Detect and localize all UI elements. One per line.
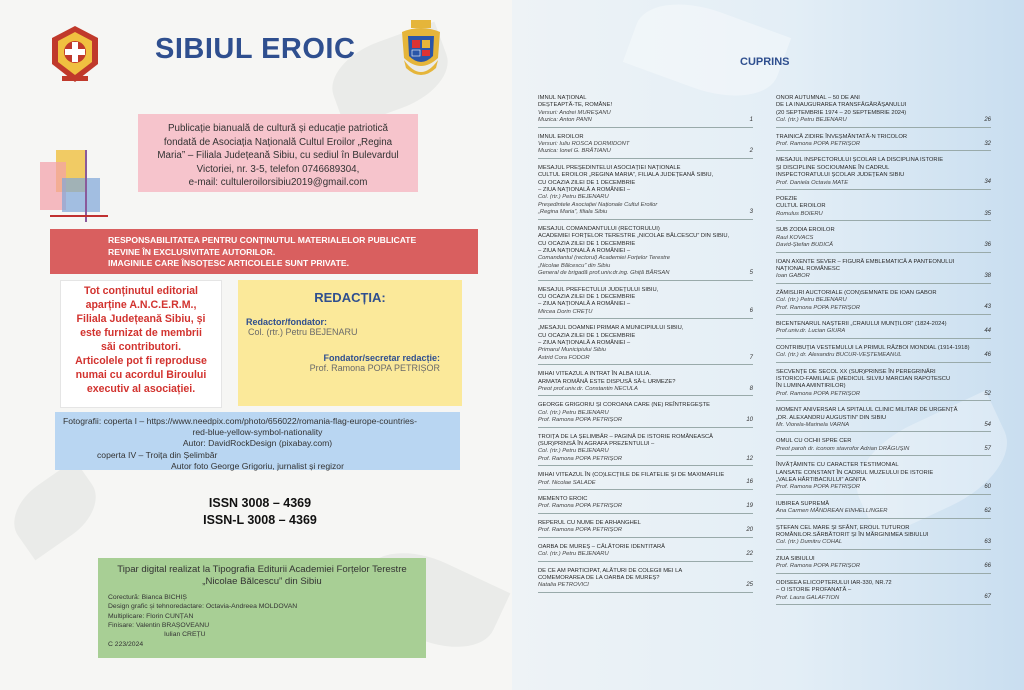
- editorial-notice-box: [60, 280, 222, 408]
- toc-entry-author: Prof. Nicolae SALADE: [538, 479, 596, 486]
- toc-entry: [538, 371, 753, 396]
- toc-entry-title: SECVENȚE DE SECOL XX (SUR)PRINSE ÎN PEREGRINĂRI ISTORICO-FAMILIALE (MEDICUL SILVIU MARCIAN RAPOTESCU ÎN LUMINA AMINTIRILOR): [776, 368, 951, 390]
- editorial-line: Articolele pot fi reproduse: [75, 354, 207, 367]
- toc-entry-page: 54: [984, 421, 991, 428]
- toc-entry-author: Comandantul (rectorul) Academiei Forțelor Terestre „Nicolae Bălcescu” din Sibiu General de brigadă prof.univ.dr.ing. Ghiță BÂRSAN: [538, 255, 670, 277]
- responsibility-banner: [50, 229, 478, 274]
- toc-entry-author: Prof. Ramona POPA PETRIȘOR: [538, 527, 623, 534]
- toc-entry-page: 19: [746, 503, 753, 510]
- toc-entry-author: Prof. Daniela Octavia MATE: [776, 179, 849, 186]
- toc-entry: [538, 95, 753, 128]
- toc-heading: CUPRINS: [740, 56, 790, 68]
- toc-entry-title: SUB ZODIA EROILOR: [776, 227, 835, 234]
- toc-entry-author: Mircea Dorin CREȚU: [538, 308, 593, 315]
- toc-entry-page: 12: [746, 455, 753, 462]
- toc-entry-page: 57: [984, 445, 991, 452]
- toc-entry-page: 2: [749, 148, 753, 155]
- toc-entry-title: ONOR AUTUMNAL – 50 DE ANI DE LA INAUGURAREA TRANSFĂGĂRĂȘANULUI (20 SEPTEMBRIE 1974 – 20 SEPTEMBRIE 2024): [776, 95, 907, 116]
- toc-entry-page: 44: [984, 328, 991, 335]
- toc-entry-page: 26: [984, 116, 991, 123]
- photo-credit-line: Autor: DavidRockDesign (pixabay.com): [182, 438, 333, 449]
- toc-entry-author: Preot paroh dr. iconom stavrofor Adrian DRĂGUȘIN: [776, 445, 910, 452]
- publication-info-box: [138, 114, 418, 192]
- association-emblem-icon: [48, 24, 102, 84]
- toc-entry-title: POEZIE CULTUL EROILOR: [776, 196, 826, 210]
- toc-entry-title: TROIȚA DE LA ȘELIMBĂR – PAGINĂ DE ISTORIE ROMÂNEASCĂ (SUR)PRINSĂ ÎN AGRAFA PREZENTULUI –: [538, 433, 714, 448]
- toc-entry-author: Col. (rtr.) Petru BEJENARU Prof. Ramona POPA PETRIȘOR: [538, 448, 623, 462]
- toc-entry-author: Mr. Viorela-Marinela VARNA: [776, 422, 850, 428]
- photo-credits-box: [55, 412, 460, 470]
- printing-title: [108, 564, 416, 589]
- toc-entry-author: Col. (rtr.) dr. Alexandru BUCUR-VEȘTEMEANUL: [776, 352, 902, 359]
- toc-entry: [776, 290, 991, 315]
- toc-entry: [538, 568, 753, 593]
- toc-entry-author: Natalia PETROVICI: [538, 582, 589, 589]
- toc-entry-author: Versuri: Andrei MUREȘANU Muzica: Anton PANN: [538, 109, 611, 124]
- toc-entry-page: 35: [984, 210, 991, 217]
- toc-entry: [538, 134, 753, 159]
- credit-line: Multiplicare: Florin CUNȚAN: [108, 612, 194, 620]
- toc-entry-author: Col. (rtr.) Petru BEJENARU: [776, 117, 847, 124]
- photo-credit-line: coperta IV – Troița din Șelimbăr: [97, 449, 218, 460]
- toc-entry: [776, 462, 991, 495]
- editorial-staff-title: REDACȚIA:: [314, 290, 386, 305]
- toc-entry-page: 66: [984, 563, 991, 570]
- toc-entry-page: 16: [746, 479, 753, 486]
- toc-entry-title: OARBA DE MUREȘ – CĂLĂTORIE IDENTITARĂ: [538, 543, 666, 550]
- toc-entry: [776, 259, 991, 284]
- toc-entry-page: 6: [749, 308, 753, 315]
- coat-of-arms-icon: [398, 18, 444, 84]
- toc-entry-title: IMNUL NAȚIONAL DEȘTEAPTĂ-TE, ROMÂNE!: [538, 95, 613, 109]
- toc-entry: [776, 196, 991, 221]
- toc-entry-page: 32: [984, 140, 991, 147]
- printing-info-box: [98, 558, 426, 658]
- toc-column-left: [538, 95, 753, 599]
- credit-line: Iulian CREȚU: [164, 631, 206, 639]
- founder-editor-role: Redactor/fondator:: [246, 317, 327, 327]
- toc-entry: [776, 345, 991, 363]
- toc-entry-page: 52: [984, 390, 991, 397]
- toc-entry-page: 46: [984, 351, 991, 358]
- toc-entry: [538, 434, 753, 467]
- toc-entry: [538, 165, 753, 220]
- toc-entry-title: MIHAI VITEAZUL A INTRAT ÎN ALBA IULIA. ARMATA ROMÂNĂ ESTE DISPUSĂ SĂ-L URMEZE?: [538, 371, 676, 385]
- toc-entry: [776, 369, 991, 402]
- toc-entry-author: Prof. Ramona POPA PETRIȘOR: [776, 563, 861, 570]
- toc-entry-title: ZĂMISLIRI AUCTORIALE (CON)SEMNATE DE IOAN GABOR: [776, 289, 937, 296]
- photo-credit-line: Fotografii: coperta I – https://www.needpix.com/photo/656022/romania-flag-europe-countries-: [63, 416, 417, 426]
- toc-entry-title: MOMENT ANIVERSAR LA SPITALUL CLINIC MILITAR DE URGENȚĂ „DR. ALEXANDRU AUGUSTIN” DIN SIBIU: [776, 407, 958, 421]
- toc-entry-title: CONTRIBUȚIA VESTEMULUI LA PRIMUL RĂZBOI MONDIAL (1914-1918): [776, 344, 970, 351]
- issnl-number: ISSN-L 3008 – 4369: [203, 512, 317, 527]
- toc-entry: [538, 496, 753, 514]
- toc-entry: [776, 501, 991, 519]
- toc-entry-title: ÎNVĂȚĂMINTE CU CARACTER TESTIMONIAL LANSATE CONSTANT ÎN CADRUL MUZEULUI DE ISTORIE „VALEA HÂRTIBACIULUI” AGNITA: [776, 462, 934, 484]
- toc-entry: [538, 325, 753, 365]
- publication-line: Victoriei, nr. 3-5, telefon 0746689304,: [196, 163, 360, 175]
- secretary-name: Prof. Ramona POPA PETRIȘOR: [309, 363, 440, 373]
- printing-title-line: „Nicolae Bălcescu” din Sibiu: [202, 576, 322, 588]
- toc-entry-title: ODISEEA ELICOPTERULUI IAR-330, NR.72 – O ISTORIE PROFANATĂ –: [776, 579, 892, 594]
- toc-entry-title: MIHAI VITEAZUL ÎN (CO)LECȚIILE DE FILATELIE ȘI DE MAXIMAFILIE: [538, 472, 725, 479]
- publication-line: Maria” – Filiala Județeană Sibiu, cu sediul în Bulevardul: [157, 150, 399, 162]
- editorial-line: Tot conținutul editorial: [84, 285, 198, 297]
- toc-entry: [538, 287, 753, 320]
- founder-editor-name: Col. (rtr.) Petru BEJENARU: [248, 327, 358, 337]
- toc-entry: [776, 95, 991, 128]
- toc-entry-title: IMNUL EROILOR: [538, 133, 584, 140]
- toc-entry-author: Prof. Ramona POPA PETRIȘOR: [776, 390, 861, 397]
- printing-title-line: Tipar digital realizat la Tipografia Editurii Academiei Forțelor Terestre: [117, 564, 407, 575]
- publication-line: Publicație bianuală de cultură și educație patriotică: [167, 123, 389, 134]
- page-title: SIBIUL EROIC: [155, 33, 356, 65]
- toc-entry-title: „MESAJUL DOAMNEI PRIMAR A MUNICIPIULUI SIBIU, CU OCAZIA ZILEI DE 1 DECEMBRIE – ZIUA NAȚIONALĂ A ROMÂNIEI –: [538, 325, 684, 346]
- editorial-line: Filiala Județeană Sibiu, și: [76, 312, 206, 325]
- toc-entry: [538, 472, 753, 490]
- toc-entry: [776, 134, 991, 152]
- credit-line: Finisare: Valentin BRAȘOVEANU: [108, 622, 210, 630]
- issn-number: ISSN 3008 – 4369: [208, 496, 312, 510]
- toc-entry-title: MEMENTO EROIC: [538, 496, 588, 503]
- responsibility-line: REVINE ÎN EXCLUSIVITATE AUTORILOR.: [108, 246, 276, 257]
- toc-entry-title: MESAJUL INSPECTORULUI ȘCOLAR LA DISCIPLINA ISTORIE ȘI DISCIPLINE SOCIOUMANE ÎN CADRUL INSPECTORATULUI ȘCOLAR JUDEȚEAN SIBIU: [776, 157, 944, 179]
- toc-entry-page: 8: [749, 385, 753, 392]
- toc-entry: [538, 544, 753, 562]
- issn-block: [180, 495, 340, 529]
- toc-entry-title: ȘTEFAN CEL MARE ȘI SFÂNT, EROUL TUTUROR ROMÂNILOR.SĂRBĂTORIT ȘI ÎN MĂRGINIMEA SIBIULUI: [776, 524, 929, 539]
- toc-entry-author: Romulus BOIERU: [776, 210, 823, 217]
- toc-entry-page: 63: [984, 539, 991, 546]
- toc-column-right: [776, 95, 991, 611]
- toc-entry-page: 67: [984, 594, 991, 601]
- toc-entry-author: Col. (rtr.) Dumitru COHAL: [776, 539, 843, 546]
- credit-line: Corectură: Bianca BICHIȘ: [108, 593, 187, 601]
- toc-entry-title: ZIUA SIBIULUI: [776, 555, 815, 562]
- toc-entry-page: 60: [984, 484, 991, 491]
- toc-entry-author: Ana Carmen MÂNDREAN EINHELLINGER: [776, 508, 888, 515]
- toc-entry-page: 7: [749, 354, 753, 361]
- editorial-line: săi contributori.: [100, 340, 182, 353]
- toc-entry-author: Primarul Municipiului Sibiu Astrid Cora FODOR: [538, 347, 606, 361]
- toc-entry-page: 36: [984, 241, 991, 248]
- toc-entry-title: IUBIREA SUPREMĂ: [776, 500, 830, 507]
- toc-entry-page: 22: [746, 550, 753, 557]
- publication-line: fondată de Asociația Națională Cultul Eroilor „Regina: [163, 136, 393, 148]
- credit-line: C 223/2024: [108, 640, 144, 648]
- toc-entry: [538, 226, 753, 281]
- toc-entry-author: Col. (rtr.) Petru BEJENARU Prof. Ramona POPA PETRIȘOR: [776, 297, 861, 311]
- toc-entry: [776, 438, 991, 456]
- toc-entry-title: GEORGE GRIGORIU ȘI COROANA CARE (NE) REÎNTREGEȘTE: [538, 402, 710, 409]
- toc-entry: [776, 321, 991, 339]
- editorial-line: numai cu acordul Biroului: [75, 368, 207, 381]
- toc-entry-title: MESAJUL PREFECTULUI JUDEȚULUI SIBIU, CU OCAZIA ZILEI DE 1 DECEMBRIE – ZIUA NAȚIONALĂ A ROMÂNIEI –: [538, 286, 659, 308]
- toc-entry-page: 62: [984, 507, 991, 514]
- secretary-role: Fondator/secretar redacție:: [323, 353, 440, 363]
- toc-entry-title: IOAN AXENTE SEVER – FIGURĂ EMBLEMATICĂ A PANTEONULUI NAȚIONAL ROMÂNESC: [776, 258, 955, 272]
- responsibility-line: RESPONSABILITATEA PENTRU CONȚINUTUL MATERIALELOR PUBLICATE: [108, 235, 417, 245]
- toc-entry-author: Ioan GABOR: [776, 273, 810, 280]
- editorial-staff-box: [238, 280, 462, 406]
- toc-entry-title: DE CE AM PARTICIPAT, ALĂTURI DE COLEGII MEI LA COMEMORAREA DE LA OARBA DE MUREȘ?: [538, 567, 683, 581]
- toc-entry-author: Raul KOVACS David-Ștefan BUDICĂ: [776, 234, 834, 249]
- editorial-line: aparține A.N.C.E.R.M.,: [85, 298, 197, 311]
- toc-entry-page: 25: [746, 582, 753, 589]
- toc-entry-title: OMUL CU OCHII SPRE CER: [776, 438, 852, 445]
- toc-entry-author: Prof. Laura GALAFTION: [776, 594, 840, 601]
- toc-entry-page: 5: [749, 269, 753, 276]
- toc-entry-page: 38: [984, 273, 991, 280]
- toc-entry-title: TRAINICĂ ZIDIRE ÎNVEȘMÂNTATĂ-N TRICOLOR: [776, 133, 908, 140]
- toc-entry-author: Prof.univ.dr. Lucian GIURA: [776, 328, 846, 335]
- toc-entry: [776, 556, 991, 574]
- toc-entry-page: 1: [749, 116, 753, 123]
- credit-line: Design grafic și tehnoredactare: Octavia-Andreea MOLDOVAN: [108, 603, 298, 611]
- toc-entry-author: Preot prof.univ.dr. Constantin NECULA: [538, 386, 638, 392]
- toc-entry-title: REPERUL CU NUME DE ARHANGHEL: [538, 519, 641, 526]
- photo-credit-line: red-blue-yellow-symbol-nationality: [192, 427, 323, 438]
- toc-entry-author: Prof. Ramona POPA PETRIȘOR: [538, 503, 623, 510]
- toc-entry-page: 34: [984, 179, 991, 186]
- toc-entry: [776, 227, 991, 252]
- toc-entry: [776, 407, 991, 432]
- decorative-squares-icon: [40, 150, 110, 230]
- toc-entry: [538, 520, 753, 538]
- toc-entry-page: 10: [746, 416, 753, 423]
- responsibility-line: IMAGINILE CARE ÎNSOȚESC ARTICOLELE SUNT PRIVATE.: [108, 258, 349, 269]
- toc-entry-author: Versuri: Iuliu ROSCA DORMIDONT Muzica: Ionel G. BRĂTIANU: [538, 141, 630, 155]
- toc-entry-page: 43: [984, 304, 991, 311]
- toc-entry-author: Col. (rtr.) Petru BEJENARU: [538, 551, 609, 558]
- toc-entry-page: 20: [746, 527, 753, 534]
- toc-entry: [776, 525, 991, 550]
- toc-entry: [538, 402, 753, 427]
- toc-entry-page: 3: [749, 209, 753, 216]
- toc-entry: [776, 157, 991, 190]
- toc-entry-author: Col. (rtr.) Petru BEJENARU Președintele Asociației Naționale Cultul Eroilor „Regina Maria”, filiala Sibiu: [538, 194, 658, 216]
- editorial-line: este furnizat de membrii: [80, 326, 202, 339]
- toc-entry-author: Prof. Ramona POPA PETRIȘOR: [776, 141, 861, 148]
- toc-entry-title: MESAJUL PREȘEDINTELUI ASOCIAȚIEI NAȚIONALE CULTUL EROILOR „REGINA MARIA”, FILIALA JUDEȚEANĂ SIBIU, CU OCAZIA ZILEI DE 1 DECEMBRIE – ZIUA NAȚIONALĂ A ROMÂNIEI –: [538, 164, 714, 194]
- toc-entry: [776, 580, 991, 605]
- toc-entry-author: Prof. Ramona POPA PETRIȘOR: [776, 484, 861, 491]
- editorial-line: executiv al asociației.: [86, 382, 196, 395]
- background-leaf: [1, 460, 109, 561]
- toc-entry-author: Col. (rtr.) Petru BEJENARU Prof. Ramona POPA PETRIȘOR: [538, 409, 623, 424]
- publication-email: e-mail: cultuleroilorsibiu2019@gmail.com: [188, 177, 368, 189]
- photo-credit-line: Autor foto George Grigoriu, jurnalist și regizor: [171, 460, 344, 471]
- toc-entry-title: BICENTENARUL NAȘTERII „CRAIULUI MUNȚILOR” (1824-2024): [776, 320, 947, 327]
- toc-entry-title: MESAJUL COMANDANTULUI (RECTORULUI) ACADEMIEI FORȚELOR TERESTRE „NICOLAE BĂLCESCU” DIN SIBIU, CU OCAZIA ZILEI DE 1 DECEMBRIE – ZIUA NAȚIONALĂ A ROMÂNIEI –: [538, 225, 730, 254]
